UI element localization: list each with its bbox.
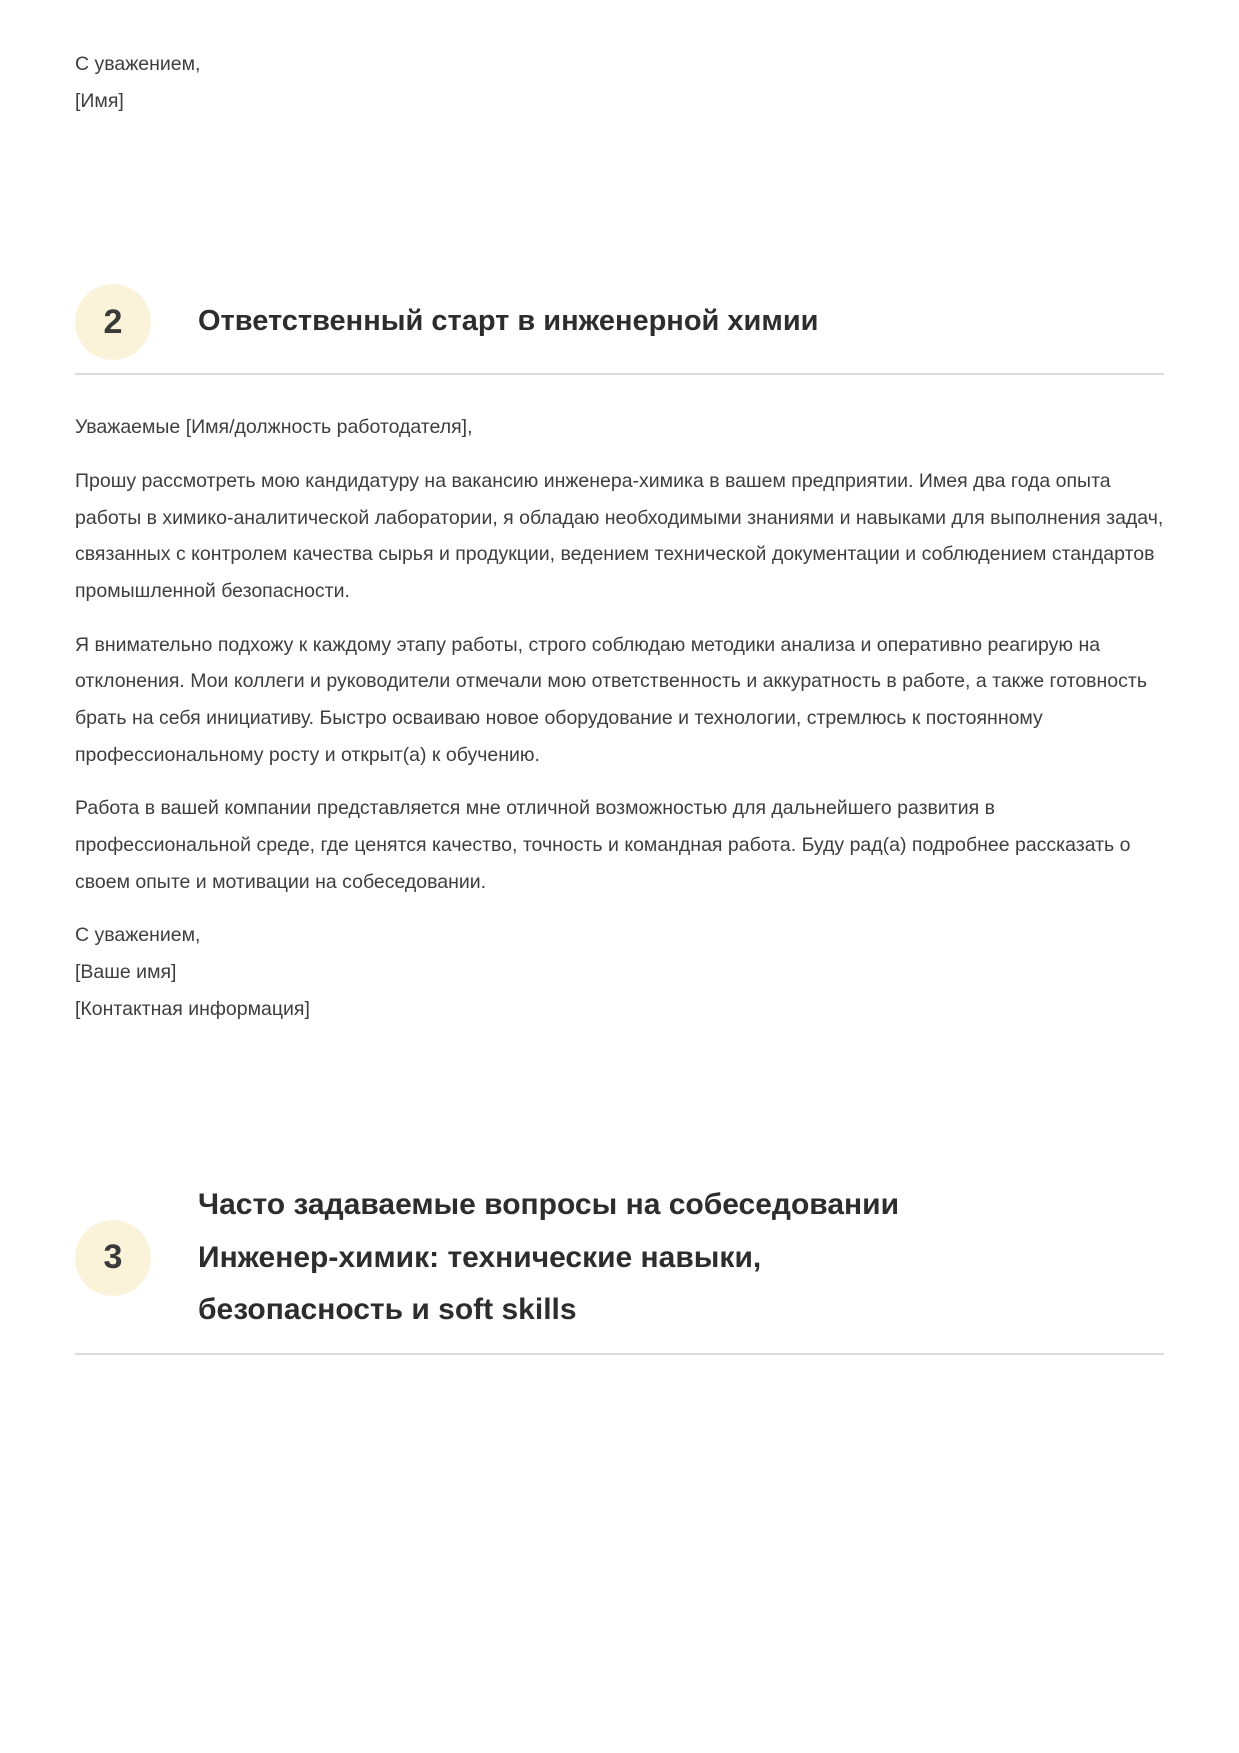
signature-line: [Ваше имя] [75, 960, 177, 983]
signature-line: [Имя] [75, 89, 124, 112]
section-3-divider [75, 1353, 1164, 1355]
section-number-badge [75, 1220, 151, 1296]
signature-block-top [75, 46, 1164, 119]
signature-line: С уважением, [75, 53, 201, 75]
signature-line: С уважением, [75, 924, 201, 947]
body-paragraph: Прошу рассмотреть мою кандидатуру на вакансию инженера-химика в вашем предприятии. Имея два года опыта работы в химико-аналитической лаборатории, я обладаю необходимыми знаниями и навыками для выполнения задач, связанных с контролем качества сырья и продукции, ведением технической документации и соблюдением стандартов промышленной безопасности. [75, 469, 1164, 602]
section-3-title [198, 1179, 899, 1337]
signature-line: [Контактная информация] [75, 997, 310, 1020]
section-3-title-line: Инженер-химик: технические навыки, [198, 1240, 762, 1274]
cover-letter-body [75, 409, 1164, 1027]
section-3-header [75, 1179, 1164, 1337]
section-3-title-line: Часто задаваемые вопросы на собеседовании [198, 1188, 900, 1222]
body-paragraph: Работа в вашей компании представляется мне отличной возможностью для дальнейшего развития в профессиональной среде, где ценятся качество, точность и командная работа. Буду рад(а) подробнее рассказать о своем опыте и мотивации на собеседовании. [75, 797, 1131, 893]
section-number: 3 [103, 1238, 123, 1277]
section-2 [75, 284, 1164, 1027]
section-number: 2 [103, 302, 123, 341]
section-3-title-line: безопасность и soft skills [198, 1293, 577, 1327]
section-2-title: Ответственный старт в инженерной химии [198, 305, 819, 338]
section-2-divider [75, 373, 1164, 375]
section-number-badge [75, 284, 151, 360]
greeting-line: Уважаемые [Имя/должность работодателя], [75, 416, 473, 439]
section-2-header [75, 284, 1164, 360]
signature-block [75, 917, 1164, 1027]
section-3 [75, 1179, 1164, 1355]
body-paragraph: Я внимательно подхожу к каждому этапу работы, строго соблюдаю методики анализа и оперативно реагирую на отклонения. Мои коллеги и руководители отмечали мою ответственность и аккуратность в работе, а также готовность брать на себя инициативу. Быстро осваиваю новое оборудование и технологии, стремлюсь к постоянному профессиональному росту и открыт(а) к обучению. [75, 633, 1147, 766]
